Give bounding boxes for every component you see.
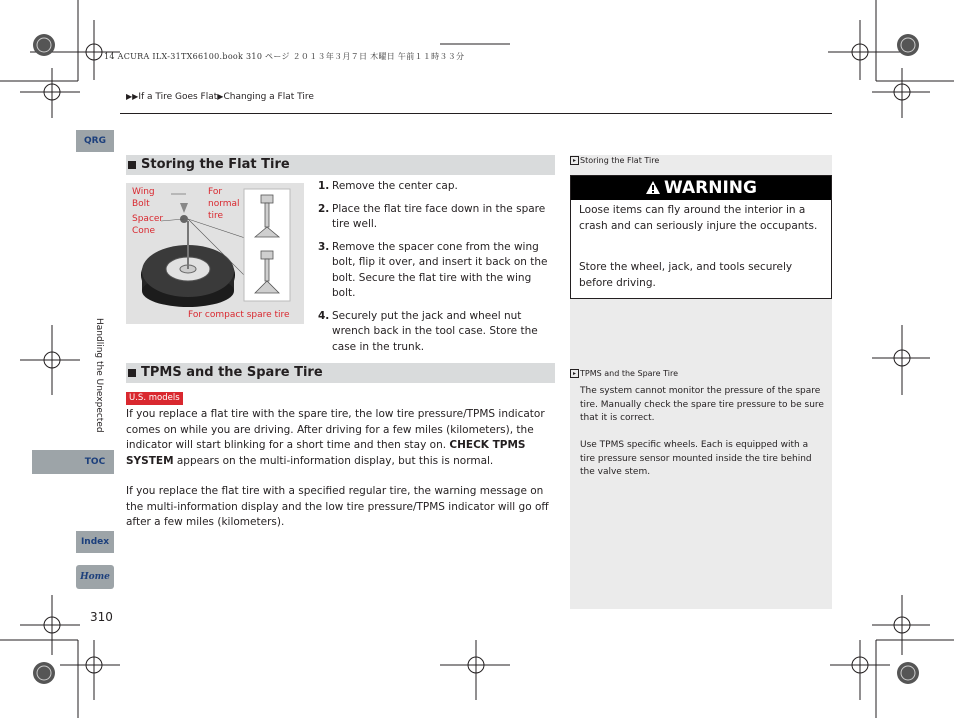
breadcrumb-arrow: ▶	[217, 92, 224, 101]
section-title: TPMS and the Spare Tire	[141, 365, 323, 380]
breadcrumb-current: Changing a Flat Tire	[223, 92, 314, 102]
note-heading-tpms[interactable]: ▸ TPMS and the Spare Tire	[570, 369, 678, 378]
breadcrumb	[126, 92, 314, 102]
warning-text-2: Store the wheel, jack, and tools securely before driving.	[579, 261, 793, 289]
warning-box	[570, 175, 832, 299]
us-models-tag: U.S. models	[126, 392, 183, 405]
list-item: 3. Remove the spacer cone from the wing bolt, flip it over, and insert it back on the bolt. Secure the flat tire with the wing bolt.	[318, 240, 548, 299]
warning-header: WARNING	[571, 176, 831, 200]
qrg-button[interactable]: QRG	[76, 130, 114, 152]
breadcrumb-arrow: ▶▶	[126, 92, 139, 101]
section-title: Storing the Flat Tire	[141, 157, 290, 172]
label-normal-tire: For normal tire	[208, 187, 240, 221]
home-button[interactable]: Home	[76, 565, 114, 589]
list-item: 2. Place the flat tire face down in the spare tire well.	[318, 202, 546, 230]
section-square-icon	[128, 161, 136, 169]
list-item: 4. Securely put the jack and wheel nut wrench back in the tool case. Store the case in the trunk.	[318, 309, 538, 353]
tpms-paragraph-2: If you replace the flat tire with a specified regular tire, the warning message on the multi-information display and the low tire pressure/TPMS indicator will go off after a few miles (kilometers).	[126, 485, 549, 528]
label-compact-spare-tire: For compact spare tire	[188, 310, 290, 320]
breadcrumb-link-if-a-tire-goes-flat[interactable]: If a Tire Goes Flat	[138, 92, 218, 102]
page-number: 310	[90, 610, 113, 624]
reference-arrow-icon: ▸	[570, 369, 579, 378]
tpms-note-2: Use TPMS specific wheels. Each is equipped with a tire pressure sensor mounted inside the tire behind the valve stem.	[580, 440, 812, 477]
header-rule	[120, 113, 832, 114]
label-wing-bolt: Wing Bolt	[132, 187, 155, 209]
section-header-storing	[126, 155, 555, 175]
label-spacer-cone: Spacer Cone	[132, 214, 164, 236]
section-header-tpms	[126, 363, 555, 383]
tpms-paragraph-1: If you replace a flat tire with the spare tire, the low tire pressure/TPMS indicator comes on while you are driving. After driving for a few miles (kilometers), the indicator will start blinking for a short time and then stay on. CHECK TPMS SYSTEM appears on the multi-information display, but this is normal.	[126, 408, 545, 467]
toc-button[interactable]: TOC	[84, 457, 106, 467]
check-tpms-message: CHECK TPMS SYSTEM	[126, 439, 526, 467]
list-item: 1. Remove the center cap.	[318, 180, 458, 192]
steps-list	[318, 179, 558, 362]
flat-tire-illustration	[126, 183, 304, 324]
reference-arrow-icon: ▸	[570, 156, 579, 165]
warning-triangle-icon	[645, 180, 661, 195]
index-button[interactable]: Index	[76, 531, 114, 553]
chapter-title-vertical: Handling the Unexpected	[94, 318, 104, 433]
warning-text-1: Loose items can fly around the interior in a crash and can seriously injure the occupants.	[579, 204, 818, 232]
note-heading-storing[interactable]: ▸ Storing the Flat Tire	[570, 156, 659, 165]
print-file-info: 14 ACURA ILX-31TX66100.book 310 ページ ２０１３年３月７日 木曜日 午前１１時３３分	[104, 52, 465, 61]
section-square-icon	[128, 369, 136, 377]
tpms-note-1: The system cannot monitor the pressure of the spare tire. Manually check the spare tire pressure to be sure that it is correct.	[580, 386, 824, 423]
